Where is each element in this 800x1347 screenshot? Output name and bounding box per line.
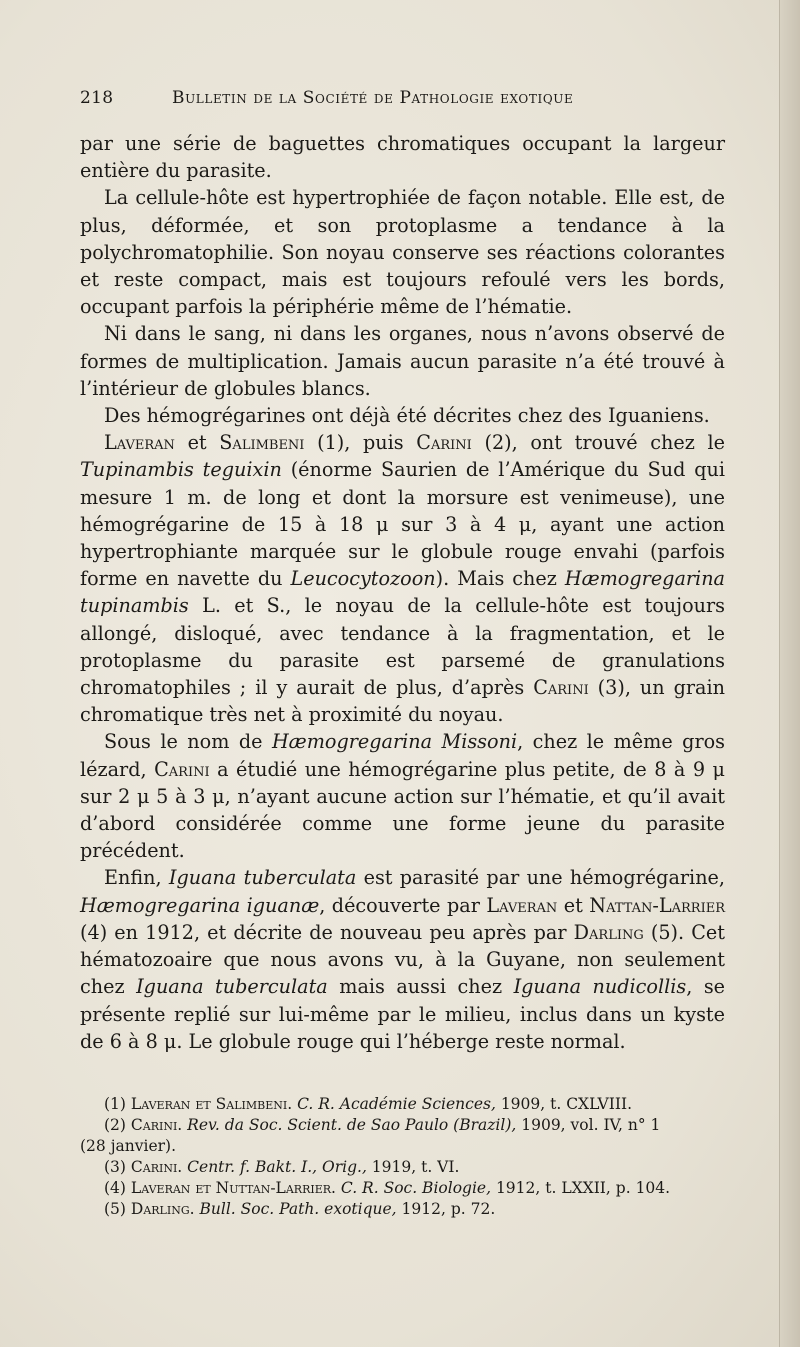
author-name: Darling	[573, 920, 644, 944]
page-number: 218	[80, 88, 114, 108]
text-run: (5). Cet hématozoaire que nous avons vu, à la Guyane, non seulement chez	[80, 920, 725, 999]
footnote-reference: C. R. Soc. Biologie,	[340, 1179, 492, 1197]
footnote-2-continuation: (28 janvier).	[80, 1137, 176, 1155]
text-run: (3), un grain chromatique très net à proximité du noyau.	[80, 676, 725, 727]
paragraph-3: Ni dans le sang, ni dans les organes, nous n’avons observé de formes de multiplication. Jamais aucun parasite n’a été trouvé à l’intérieur de globules blancs.	[80, 322, 725, 400]
species-name: Iguana tuberculata	[136, 975, 328, 999]
text-run: et	[557, 893, 590, 917]
footnote-3	[80, 1157, 725, 1178]
footnote-details: 1909, t. CXLVIII.	[495, 1095, 633, 1113]
footnote-5	[80, 1199, 725, 1220]
footnote-4	[80, 1178, 725, 1199]
text-run: , se présente replié sur lui-même par le milieu, inclus dans un kyste de 6 à 8 μ. Le globule rouge qui l’héberge reste normal.	[80, 975, 726, 1053]
paragraph-2: La cellule-hôte est hypertrophiée de façon notable. Elle est, de plus, déformée, et son protoplasme a tendance à la polychromatophilie. Son noyau conserve ses réactions colorantes et reste compact, mais est toujours refoulé vers les bords, occupant parfois la périphérie même de l’hématie.	[80, 186, 725, 319]
author-name: Carini	[533, 676, 589, 700]
species-name: Iguana tuberculata	[168, 866, 357, 890]
footnote-author: Laveran et Nuttan-Larrier.	[130, 1179, 336, 1197]
footnote-author: Carini.	[130, 1116, 183, 1134]
species-name: Tupinambis teguixin	[80, 458, 282, 482]
author-name: Carini	[154, 757, 210, 781]
text-run: (énorme Saurien de l’Amérique du Sud qui mesure 1 m. de long et dont la morsure est venimeuse), une hémogrégarine de 15 à 18 μ sur 3 à 4 μ, ayant une action hypertrophiante marquée sur le globule rouge envahi (parfois forme en navette du	[80, 458, 725, 591]
text-run: est parasité par une hémogrégarine,	[356, 866, 726, 890]
footnote-details: 1912, t. LXXII, p. 104.	[491, 1179, 671, 1197]
footnote-reference: Centr. f. Bakt. I., Orig.,	[187, 1158, 367, 1176]
footnote-details: 1909, vol. IV, n° 1	[516, 1116, 661, 1134]
footnotes	[80, 1094, 725, 1220]
paragraph-4: Des hémogrégarines ont déjà été décrites chez des Iguaniens.	[104, 404, 710, 428]
text-run: mais aussi chez	[327, 975, 514, 999]
author-name: Salimbeni	[219, 431, 305, 455]
text-run: ). Mais chez	[435, 567, 565, 591]
footnote-details: 1912, p. 72.	[396, 1200, 496, 1218]
footnote-number: (1)	[104, 1095, 126, 1113]
paragraph-7	[80, 864, 725, 1054]
page-edge	[779, 0, 800, 1347]
author-name: Laveran	[104, 431, 175, 455]
text-run: , chez le même gros lézard,	[80, 730, 726, 781]
author-name: Nattan-Larrier	[589, 893, 725, 917]
footnote-number: (3)	[104, 1158, 126, 1176]
author-name: Laveran	[486, 893, 558, 917]
text-run: , découverte par	[319, 893, 487, 917]
footnote-details: 1919, t. VI.	[366, 1158, 460, 1176]
text-run: (4) en 1912, et décrite de nouveau peu après par	[80, 920, 574, 944]
paragraph-6	[80, 728, 725, 864]
text-run: et	[174, 431, 220, 455]
paragraph-1: par une série de baguettes chromatiques occupant la largeur entière du parasite.	[80, 132, 725, 183]
species-name: Hæmogregarina Missoni	[271, 730, 518, 754]
species-name: Hæmogregarina iguanæ	[80, 893, 320, 917]
species-name: Hæmogregarina tupinambis	[80, 567, 725, 618]
footnote-reference: Bull. Soc. Path. exotique,	[199, 1200, 397, 1218]
footnote-author: Laveran et Salimbeni.	[130, 1095, 293, 1113]
text-run: a étudié une hémogrégarine plus petite, de 8 à 9 μ sur 2 μ 5 à 3 μ, n’ayant aucune action sur l’hématie, et qu’il avait d’abord considérée comme une forme jeune du parasite précédent.	[80, 757, 725, 863]
text-run: Enfin,	[104, 866, 169, 890]
text-run: (1), puis	[304, 431, 417, 455]
paragraph-5	[80, 429, 725, 728]
author-name: Carini	[416, 431, 472, 455]
text-run: Sous le nom de	[104, 730, 272, 754]
footnote-reference: C. R. Académie Sciences,	[297, 1095, 496, 1113]
footnote-reference: Rev. da Soc. Scient. de Sao Paulo (Brazil),	[187, 1116, 517, 1134]
footnote-1	[80, 1094, 725, 1115]
footnote-number: (2)	[104, 1116, 126, 1134]
footnote-2	[80, 1115, 725, 1136]
footnote-author: Carini.	[130, 1158, 183, 1176]
footnote-number: (4)	[104, 1179, 126, 1197]
species-name: Leucocytozoon	[290, 567, 436, 591]
footnote-number: (5)	[104, 1200, 126, 1218]
species-name: Iguana nudicollis	[513, 975, 687, 999]
text-run: L. et S., le noyau de la cellule-hôte est toujours allongé, disloqué, avec tendance à la fragmentation, et le protoplasme du parasite est parsemé de granulations chromatophiles ; il y aurait de plus, d’après	[80, 594, 725, 700]
footnote-author: Darling.	[130, 1200, 195, 1218]
body-text	[80, 130, 725, 1055]
text-run: (2), ont trouvé chez le	[471, 431, 725, 455]
journal-title: Bulletin de la Société de Pathologie exotique	[172, 88, 574, 108]
